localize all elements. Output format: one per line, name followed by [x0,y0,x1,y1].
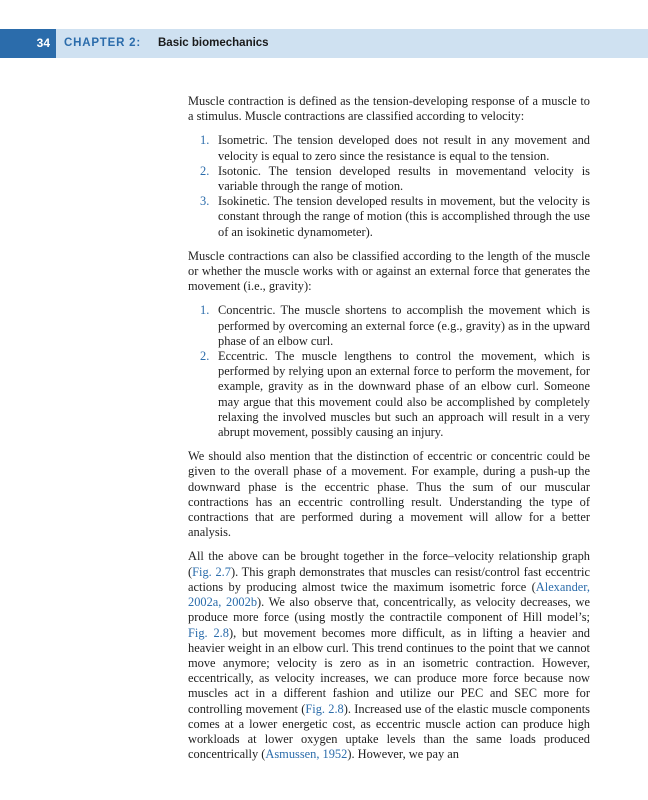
paragraph: Muscle contractions can also be classified according to the length of the muscle or whether the muscle works with or against an external force that generates the movement (i.e., gravity): [188,248,590,294]
running-header [0,29,648,58]
list-item [188,349,590,440]
list-item-text: Concentric. The muscle shortens to accomplish the movement which is performed by overcoming an external force (e.g., gravity) as in the upward phase of an elbow curl. [218,303,590,348]
chapter-title: Basic biomechanics [158,37,269,49]
chapter-label: CHAPTER 2: [64,37,142,49]
list-number: 1. [200,133,210,148]
text-run: ). We also observe that, concentrically, as velocity decreases, we produce more force (using mostly the contractile component of Hill model’s; [188,595,590,625]
list-item-text: Eccentric. The muscle lengthens to control the movement, which is performed by relying upon an external force to perform the movement, for example, gravity as in the downward phase of an elbow curl. Someone may argue that this movement could also be accomplished by completely relaxing the involved muscles but such an approach will result in a very abrupt movement, possibly causing an injury. [218,349,590,440]
figure-link[interactable]: Fig. 2.8 [305,701,344,716]
list-number: 1. [200,303,210,318]
citation-link[interactable]: Asmussen, 1952 [265,747,348,762]
text-run: ). Increased use of the elastic muscle components comes at a lower energetic cost, as eccentric muscle action can produce high workloads at lower oxygen uptake levels than the same loads produced concentrically ( [188,701,590,762]
text-run: ), but movement becomes more difficult, as in lifting a heavier and heavier weight in an elbow curl. This trend continues to the point that we cannot move anymore; velocity is zero as in an isometric contraction. However, eccentrically, as velocity increases, we can produce more force because now muscles act in a different fashion and utilize our PEC and SEC more for controlling movement ( [188,625,590,716]
list-item [188,133,590,163]
list-item [188,303,590,349]
page-number: 34 [0,29,56,58]
citation-link[interactable]: Alexander, 2002a, 2002b [188,579,590,610]
paragraph: Muscle contraction is defined as the tension-developing response of a muscle to a stimulus. Muscle contractions are classified according to velocity: [188,94,590,124]
list-number: 2. [200,163,210,178]
text-run: ). This graph demonstrates that muscles can resist/control fast eccentric actions by producing almost twice the maximum isometric force ( [188,564,590,594]
figure-link[interactable]: Fig. 2.8 [188,625,229,640]
paragraph [188,549,590,762]
body-text [188,94,590,771]
list-item [188,164,590,194]
velocity-classification-list [188,133,590,239]
list-item [188,194,590,240]
list-item-text: Isometric. The tension developed does not result in any movement and velocity is equal to zero since the resistance is equal to the tension. [218,133,590,163]
list-item-text: Isokinetic. The tension developed results in movement, but the velocity is constant through the range of motion (this is accomplished through the use of an isokinetic dynamometer). [218,194,590,239]
list-number: 2. [200,349,210,364]
text-run: ). However, we pay an [347,747,459,762]
length-classification-list [188,303,590,440]
list-item-text: Isotonic. The tension developed results in movementand velocity is variable through the range of motion. [218,163,590,194]
list-number: 3. [200,194,210,209]
text-run: All the above can be brought together in the force–velocity relationship graph ( [188,549,590,579]
figure-link[interactable]: Fig. 2.7 [192,564,231,579]
paragraph: We should also mention that the distinction of eccentric or concentric could be given to the overall phase of a movement. For example, during a push-up the downward phase is the eccentric phase. Thus the sum of our muscular contractions has an eccentric controlling result. Understanding the type of contractions that are performed during a movement will allow for a better analysis. [188,449,590,540]
